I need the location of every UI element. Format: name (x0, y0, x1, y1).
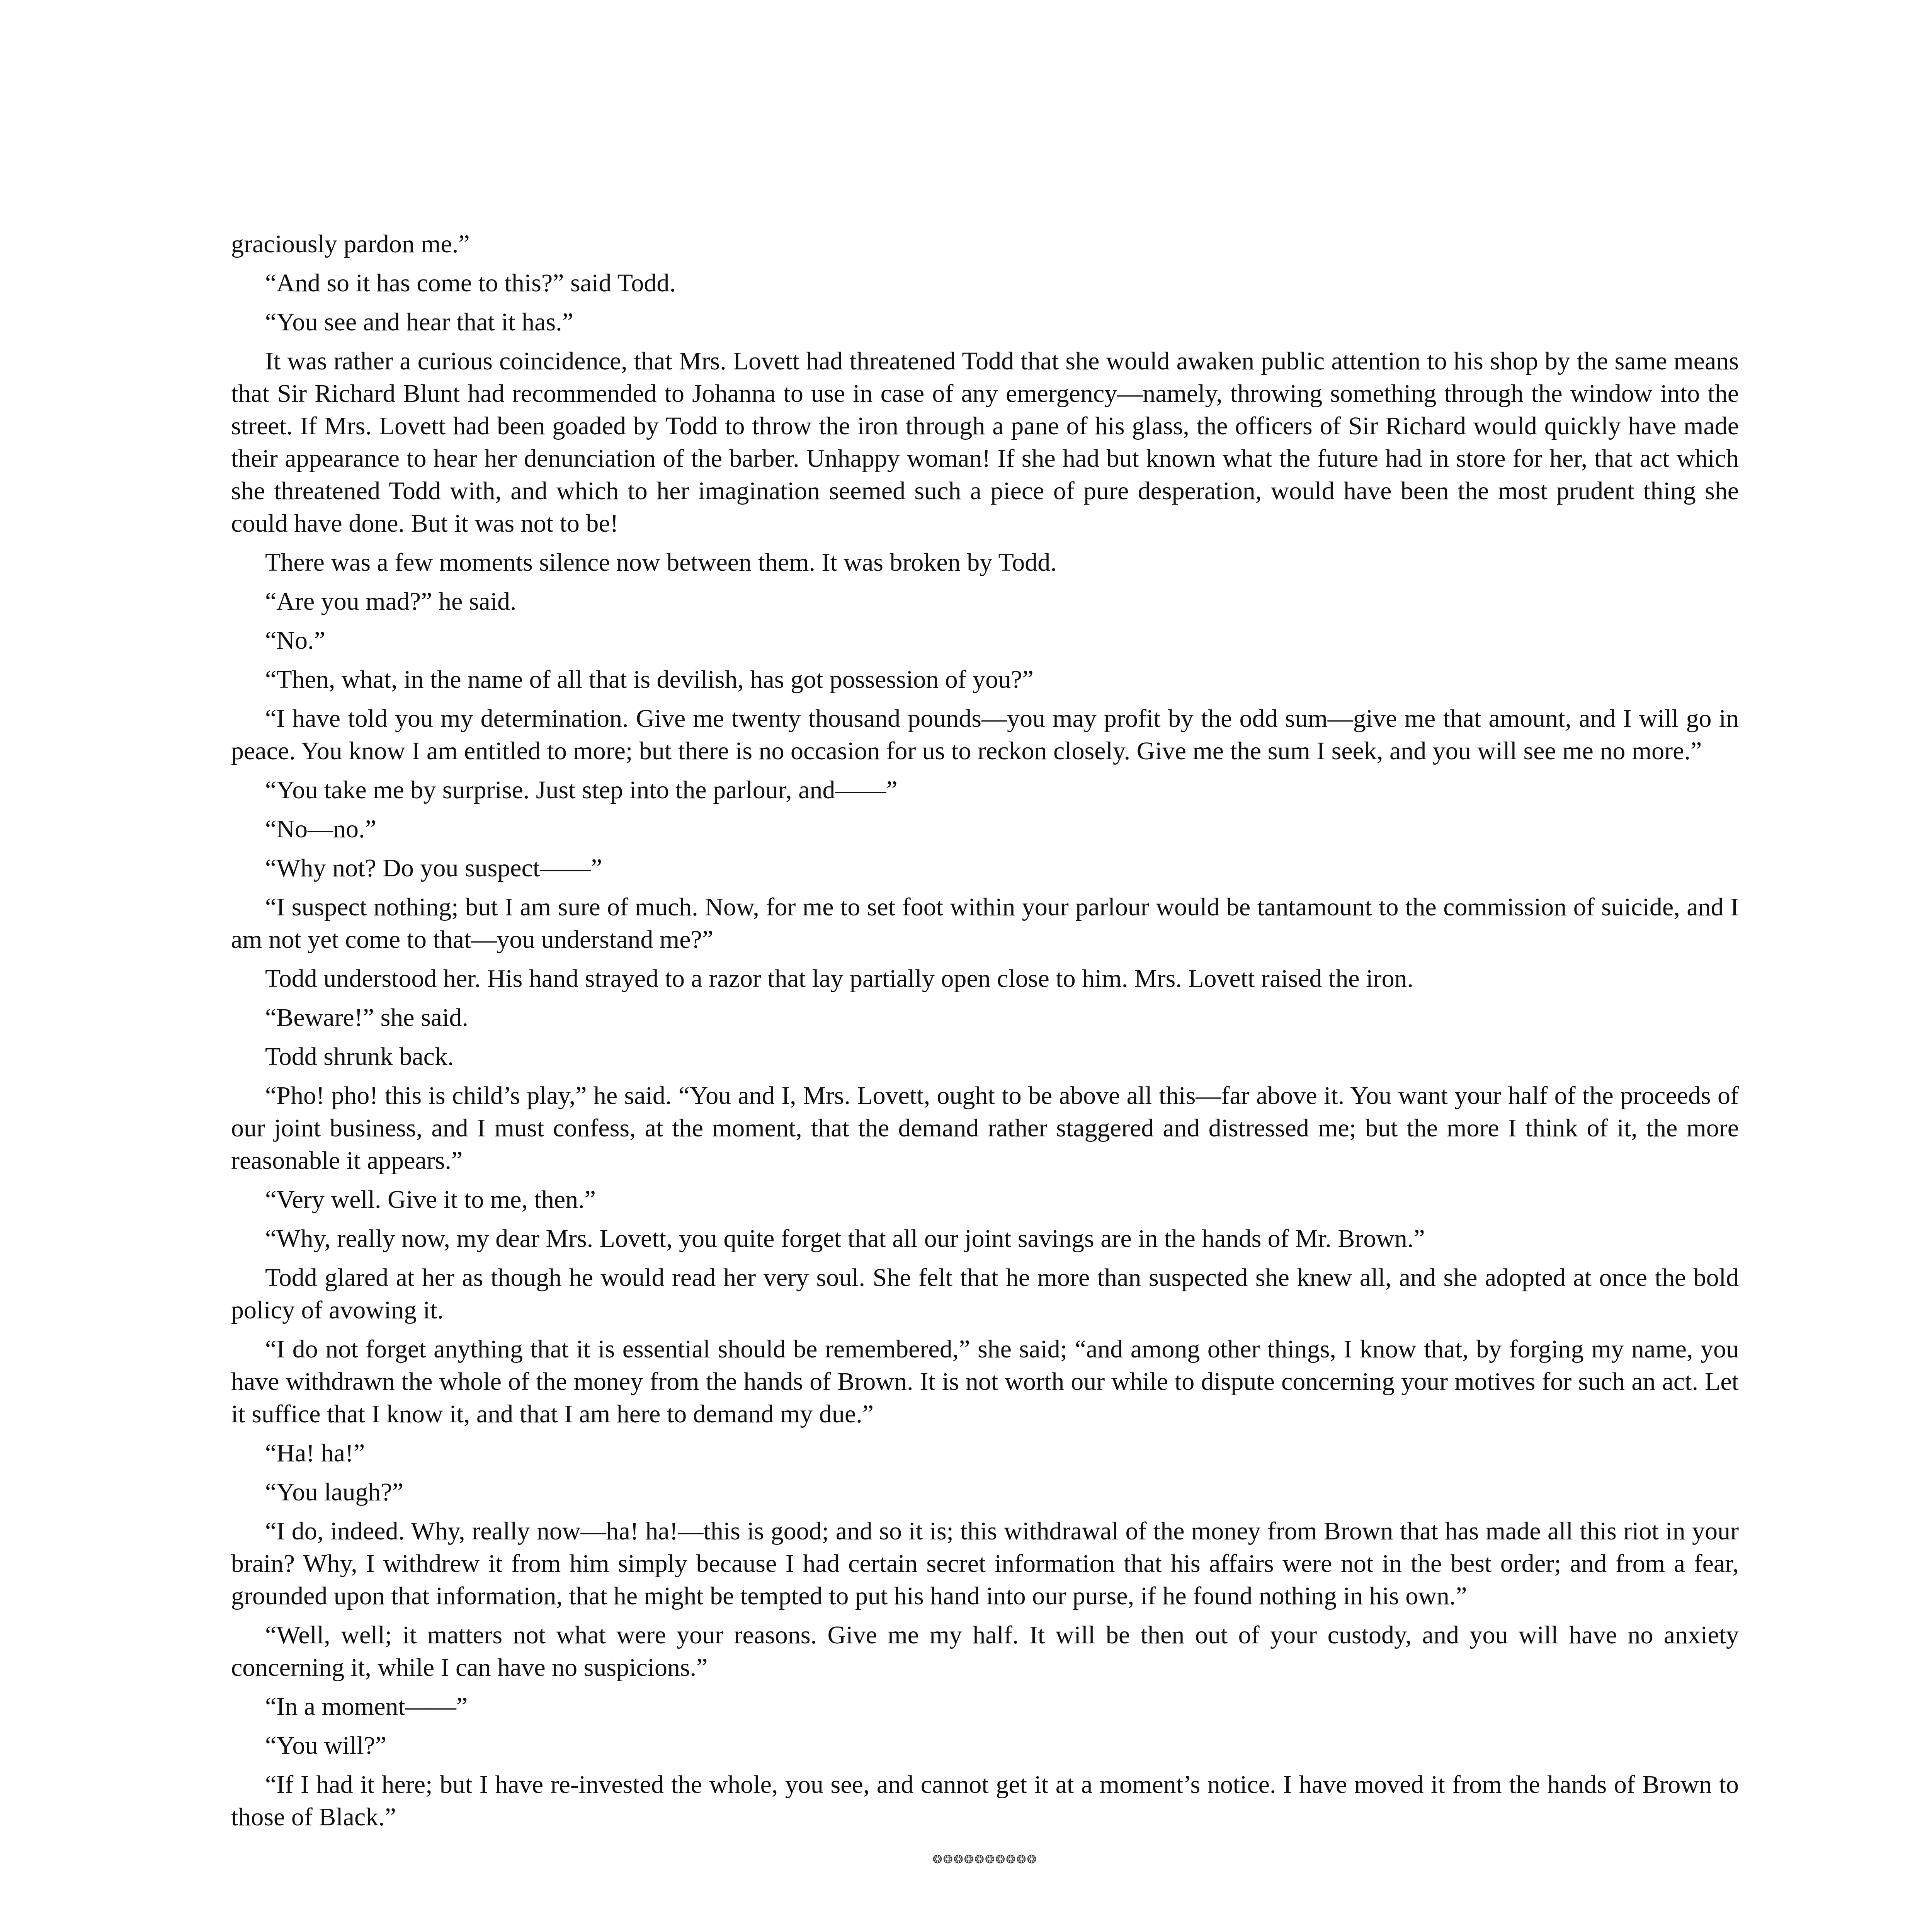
paragraph: “Why not? Do you suspect——” (265, 854, 602, 882)
paragraph: “You laugh?” (265, 1478, 404, 1506)
section-ornament: ❂❂❂❂❂❂❂❂❂❂ (932, 1853, 1037, 1866)
paragraph: It was rather a curious coincidence, that Mrs. Lovett had threatened Todd that she would awaken public attention to his shop by the same means that Sir Richard Blunt had recommended to Johanna to use in case of any emergency—namely, throwing something through the window into the street. If Mrs. Lovett had been goaded by Todd to throw the iron through a pane of his glass, the officers of Sir Richard would quickly have made their appearance to hear her denunciation of the barber. Unhappy woman! If she had but known what the future had in store for her, that act which she threatened Todd with, and which to her imagination seemed such a piece of pure desperation, would have been the most prudent thing she could have done. But it was not to be! (231, 347, 1739, 537)
paragraph: “Then, what, in the name of all that is devilish, has got possession of you?” (265, 665, 1034, 694)
paragraph: “And so it has come to this?” said Todd. (265, 269, 676, 297)
paragraph: “Ha! ha!” (265, 1439, 365, 1467)
page-text (231, 228, 1739, 1876)
paragraph: “Why, really now, my dear Mrs. Lovett, you quite forget that all our joint savings are in the hands of Mr. Brown.” (265, 1225, 1425, 1253)
paragraph: “You take me by surprise. Just step into the parlour, and——” (265, 776, 898, 804)
paragraph: Todd understood her. His hand strayed to a razor that lay partially open close to him. Mrs. Lovett raised the iron. (265, 964, 1413, 993)
paragraph: “Well, well; it matters not what were your reasons. Give me my half. It will be then out of your custody, and you will have no anxiety concerning it, while I can have no suspicions.” (231, 1621, 1739, 1682)
paragraph: “Beware!” she said. (265, 1003, 468, 1032)
paragraph: “I do not forget anything that it is essential should be remembered,” she said; “and among other things, I know that, by forging my name, you have withdrawn the whole of the money from the hands of Brown. It is not worth our while to dispute concerning your motives for such an act. Let it suffice that I know it, and that I am here to demand my due.” (231, 1335, 1739, 1428)
paragraph: “Are you mad?” he said. (265, 587, 517, 616)
paragraph: “In a moment——” (265, 1692, 468, 1721)
paragraph: “If I had it here; but I have re-invested the whole, you see, and cannot get it at a moment’s notice. I have moved it from the hands of Brown to those of Black.” (231, 1770, 1739, 1831)
paragraph: “You will?” (265, 1731, 387, 1760)
paragraph: graciously pardon me.” (231, 230, 470, 258)
paragraph: “I do, indeed. Why, really now—ha! ha!—this is good; and so it is; this withdrawal of the money from Brown that has made all this riot in your brain? Why, I withdrew it from him simply because I had certain secret information that his affairs were not in the best order; and from a fear, grounded upon that information, that he might be tempted to put his hand into our purse, if he found nothing in his own.” (231, 1517, 1739, 1610)
paragraph: “Pho! pho! this is child’s play,” he said. “You and I, Mrs. Lovett, ought to be above all this—far above it. You want your half of the proceeds of our joint business, and I must confess, at the moment, that the demand rather staggered and distressed me; but the more I think of it, the more reasonable it appears.” (231, 1082, 1739, 1175)
paragraph: “No.” (265, 626, 325, 655)
paragraph: Todd shrunk back. (265, 1043, 454, 1071)
paragraph: “No—no.” (265, 815, 376, 843)
paragraph: “Very well. Give it to me, then.” (265, 1185, 596, 1214)
paragraph: “You see and hear that it has.” (265, 308, 573, 336)
paragraph: “I suspect nothing; but I am sure of much. Now, for me to set foot within your parlour would be tantamount to the commission of suicide, and I am not yet come to that—you understand me?” (231, 893, 1739, 954)
paragraph: Todd glared at her as though he would read her very soul. She felt that he more than suspected she knew all, and she adopted at once the bold policy of avowing it. (231, 1264, 1739, 1324)
paragraph: There was a few moments silence now between them. It was broken by Todd. (265, 548, 1057, 577)
paragraph: “I have told you my determination. Give me twenty thousand pounds—you may profit by the odd sum—give me that amount, and I will go in peace. You know I am entitled to more; but there is no occasion for us to reckon closely. Give me the sum I seek, and you will see me no more.” (231, 704, 1739, 765)
